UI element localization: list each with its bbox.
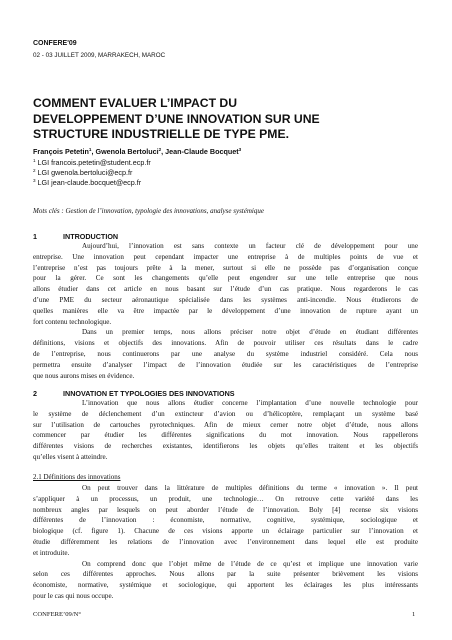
- section-number: 1: [33, 232, 37, 241]
- text-line: différentes de l’innovation : économiste, normative, cognitive, systémique, sociologique et: [33, 516, 418, 525]
- author-name: Gwenola Bertoluci: [95, 147, 159, 156]
- affiliation: [33, 178, 141, 187]
- authors: [33, 147, 241, 156]
- section-title: INTRODUCTION: [63, 232, 119, 241]
- text-line: pour la gérer. Ce sont les changements qu’elle peut engendrer sur une telle entreprise que nous: [33, 274, 418, 283]
- paragraph: [33, 241, 418, 381]
- text-line: de l’entreprise, nous continuerons par une analyse du système industriel considéré. Cela nous: [33, 349, 418, 358]
- conference-date-place: 02 - 03 JUILLET 2009, MARRAKECH, MAROC: [33, 52, 166, 59]
- text-line: étudie différemment les relations de l’innovation avec l’environnement dans lequel elle est produite: [33, 537, 418, 546]
- affiliation-text: LGI jean-claude.bocquet@ecp.fr: [35, 178, 142, 187]
- text-line: différentes visions de recherches existantes, identifierons les objets qu’elles traitent et les objectifs: [33, 442, 418, 451]
- paragraph: [33, 483, 418, 602]
- text-line: que nous aurons mises en évidence.: [33, 371, 135, 380]
- text-line: permettra ensuite d’analyser l’impact de l’innovation étudiée sur les caractéristiques de l’entreprise: [33, 360, 418, 369]
- text-line: L’innovation que nous allons étudier concerne l’implantation d’une nouvelle technologie pour: [82, 399, 418, 407]
- affiliation-sup: 3: [33, 178, 36, 183]
- author-name: Jean-Claude Bocquet: [165, 147, 239, 156]
- text-line: quelles manières elle va être impactée par le développement d’une innovation de rupture ayant un: [33, 306, 418, 315]
- section-number: 2: [33, 389, 37, 398]
- text-line: et introduite.: [33, 548, 70, 557]
- text-line: Dans un premier temps, nous allons préciser notre objet d’étude en étudiant différentes: [82, 328, 418, 337]
- affiliation-text: LGI francois.petetin@student.ecp.fr: [35, 158, 151, 167]
- text-line: selon ces différentes approches. Nous allons par la suite présenter brièvement les visions: [33, 570, 418, 579]
- paragraph: [33, 398, 418, 463]
- text-line: On comprend donc que l’objet même de l’étude de ce qu’est et implique une innovation varie: [82, 559, 418, 568]
- keywords: Mots clés : Gestion de l’innovation, typologie des innovations, analyse systémique: [33, 207, 264, 215]
- footer-reference: CONFERE’09/N°: [33, 611, 82, 618]
- author-sup: 2: [158, 147, 162, 152]
- affiliation-sup: 1: [33, 158, 36, 163]
- text-line: définitions, visions et objectifs des innovations. Afin de pouvoir utiliser ces résultats dans le cadre: [33, 339, 418, 348]
- text-line: Aujourd’hui, l’innovation est sans contexte un facteur clé de développement pour une: [82, 242, 418, 250]
- text-line: nombreux angles par lesquels on peut aborder l’étude de l’innovation. Boly [4] recense six visions: [33, 505, 418, 514]
- text-line: le système de déclenchement d’un extincteur d’avion ou d’hélicoptère, remplaçant un système basé: [33, 409, 418, 418]
- text-line: allons étudier dans cet article en nous basant sur l’étude d’un cas pratique. Nous regarderons le cas: [33, 285, 418, 294]
- text-line: pour le cas qui nous occupe.: [33, 591, 114, 600]
- affiliation-text: LGI gwenola.bertoluci@ecp.fr: [35, 168, 133, 177]
- text-line: qu’elles visent à atteindre.: [33, 452, 108, 461]
- text-line: sur l’utilisation de cartouches pyrotechniques. Afin de mieux cerner notre objet d’étude, nous allons: [33, 420, 418, 429]
- paper-title: [33, 96, 428, 143]
- author-separator: ,: [91, 147, 96, 156]
- author-sup: 3: [238, 147, 242, 152]
- affiliation: [33, 168, 132, 177]
- author-sup: 1: [88, 147, 92, 152]
- section-heading: [33, 389, 235, 398]
- text-line: économiste, normative, systémique et sociologique, qui apportent les éclairages les plus intéressants: [33, 581, 418, 590]
- section-heading: [33, 232, 118, 241]
- conference-name: CONFERE'09: [33, 40, 77, 47]
- text-line: On peut trouver dans la littérature de multiples définitions du terme « innovation ». Il peut: [82, 484, 418, 492]
- title-line: COMMENT EVALUER L’IMPACT DU: [33, 96, 238, 110]
- title-line: STRUCTURE INDUSTRIELLE DE TYPE PME.: [33, 127, 289, 141]
- page-number: 1: [412, 611, 416, 618]
- section-title: INNOVATION ET TYPOLOGIES DES INNOVATIONS: [63, 389, 235, 398]
- text-line: fort contenu technologique.: [33, 317, 112, 326]
- title-line: DEVELOPPEMENT D’UNE INNOVATION SUR UNE: [33, 111, 320, 126]
- author-name: François Petetin: [33, 147, 89, 156]
- text-line: d’une PME du secteur aéronautique spécialisée dans les systèmes anti-incendie. Nous étudierons de: [33, 295, 418, 304]
- text-line: biologique (cf. figure 1). Chacune de ces visions apporte un éclairage particulier sur l’innovation et: [33, 527, 418, 536]
- subsection-heading: 2.1 Définitions des innovations: [33, 473, 121, 481]
- author-separator: ,: [161, 147, 166, 156]
- text-line: l’entreprise n’est pas toujours prête à la mener, surtout si elle ne possède pas d’organisation conçue: [33, 263, 418, 272]
- text-line: commencer par étudier les différentes significations du mot innovation. Nous rappellerons: [33, 431, 418, 440]
- affiliation-sup: 2: [33, 168, 36, 173]
- text-line: entreprise. Une innovation peut cependant impacter une entreprise à de multiples points de vue et: [33, 252, 418, 261]
- affiliation: [33, 158, 151, 167]
- text-line: s’appliquer à un processus, un produit, une technologie… On retrouve cette variété dans les: [33, 494, 418, 503]
